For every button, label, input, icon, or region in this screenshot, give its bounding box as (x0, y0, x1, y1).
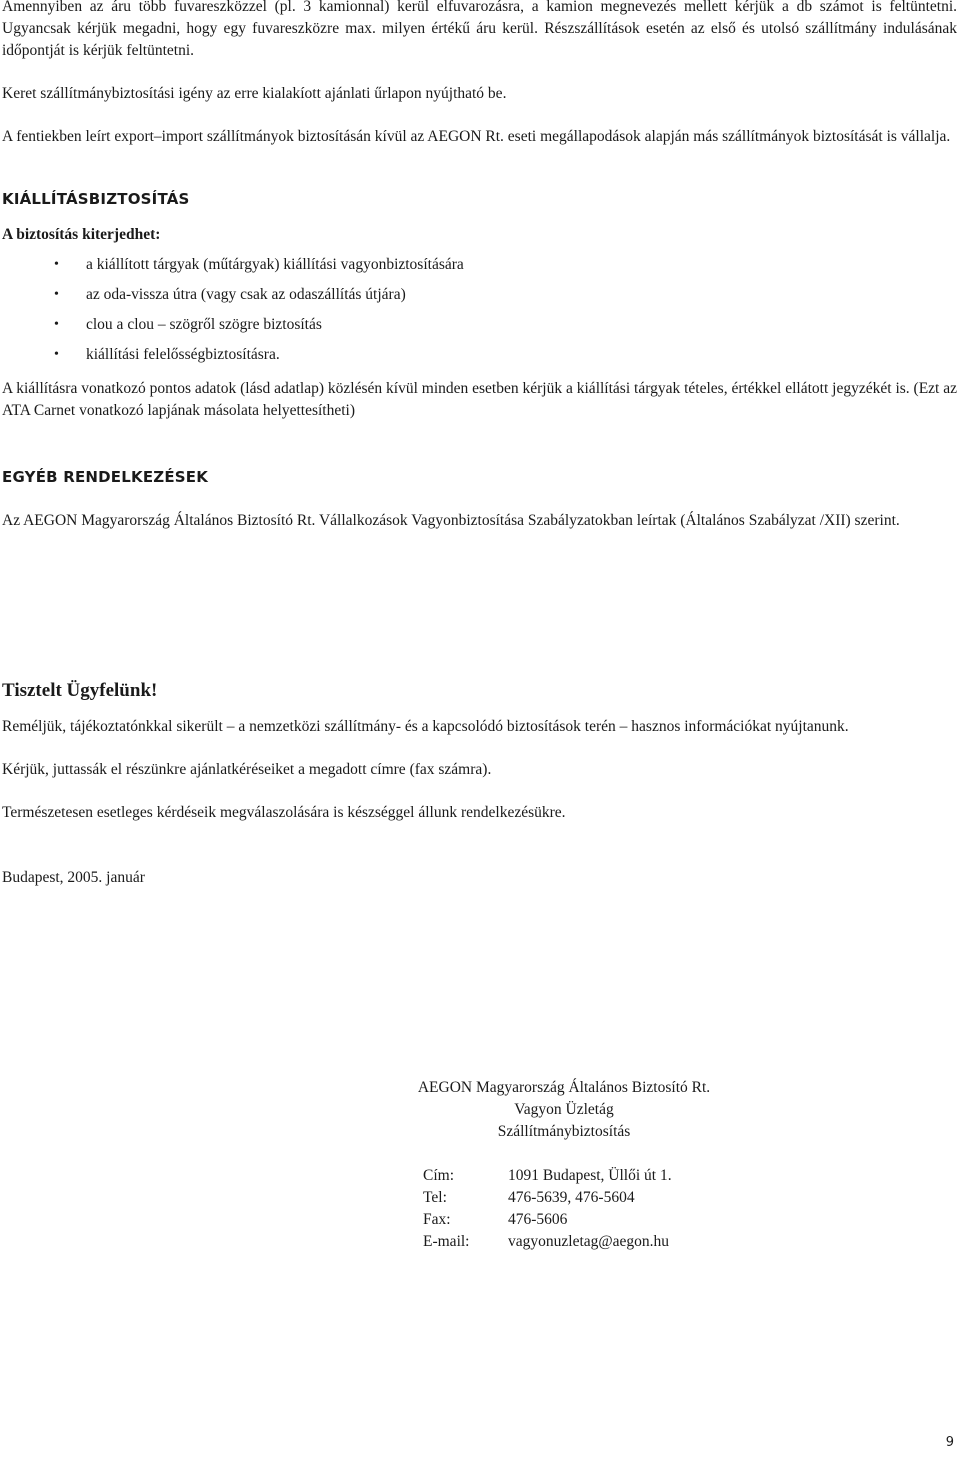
exhibition-note: A kiállításra vonatkozó pontos adatok (lásd adatlap) közlésén kívül minden esetben kérjük a kiállítási tárgyak tételes, értékkel ellátott jegyzékét is. (Ezt az ATA Carnet vonatkozó lapjának másolata helyettesítheti) (2, 380, 957, 419)
email-label: E-mail: (423, 1233, 470, 1250)
other-provisions-heading: EGYÉB RENDELKEZÉSEK (2, 468, 209, 486)
contact-row-phone (423, 1187, 672, 1209)
address-label: Cím: (423, 1167, 455, 1184)
list-item (2, 284, 957, 314)
contact-row-address (423, 1165, 672, 1187)
intro-paragraph-1: Amennyiben az áru több fuvareszközzel (pl. 3 kamionnal) kerül elfuvarozásra, a kamion megnevezés mellett kérjük a db számot is feltüntetni. Ugyancsak kérjük megadni, hogy egy fuvareszközre max. milyen értékű áru kerül. Részszállítások esetén az első és utolsó szállítmány indulásának időpontját is kérjük feltüntetni. (2, 0, 957, 59)
contact-row-email (423, 1231, 672, 1253)
phone-label: Tel: (423, 1189, 447, 1206)
bullet-icon: • (54, 287, 59, 302)
fax-value: 476-5606 (508, 1211, 568, 1228)
exhibition-coverage-list (2, 254, 957, 374)
email-value: vagyonuzletag@aegon.hu (508, 1233, 670, 1250)
closing-paragraph-2: Kérjük, juttassák el részünkre ajánlatkéréseiket a megadott címre (fax számra). (2, 761, 492, 778)
other-provisions-text: Az AEGON Magyarország Általános Biztosító Rt. Vállalkozások Vagyonbiztosítása Szabályzatokban leírtak (Általános Szabályzat /XII) szerint. (2, 512, 900, 529)
exhibition-heading: KIÁLLÍTÁSBIZTOSÍTÁS (2, 190, 190, 208)
document-page (2, 0, 957, 889)
intro-paragraph-2: Keret szállítmánybiztosítási igény az erre kialakíott ajánlati űrlapon nyújtható be. (2, 85, 507, 102)
contact-block (423, 1165, 672, 1253)
company-name: AEGON Magyarország Általános Biztosító Rt. (417, 1079, 711, 1096)
list-item-text: a kiállított tárgyak (műtárgyak) kiállítási vagyonbiztosítására (86, 256, 464, 273)
page-number: 9 (945, 1435, 954, 1450)
intro-paragraph-3: A fentiekben leírt export–import szállítmányok biztosításán kívül az AEGON Rt. eseti megállapodások alapján más szállítmányok biztosítását is vállalja. (2, 128, 951, 145)
signature-block (383, 1077, 783, 1143)
list-item-text: az oda-vissza útra (vagy csak az odaszállítás útjára) (86, 286, 406, 303)
phone-value: 476-5639, 476-5604 (508, 1189, 635, 1206)
bullet-icon: • (54, 347, 59, 362)
address-value: 1091 Budapest, Üllői út 1. (508, 1167, 672, 1184)
date-line: Budapest, 2005. január (2, 869, 145, 886)
list-item-text: kiállítási felelősségbiztosításra. (86, 346, 280, 363)
business-unit: Vagyon Üzletág (514, 1101, 614, 1118)
contact-row-fax (423, 1209, 672, 1231)
list-item (2, 344, 957, 374)
greeting-heading: Tisztelt Ügyfelünk! (2, 680, 158, 701)
exhibition-subheading: A biztosítás kiterjedhet: (2, 226, 161, 243)
closing-paragraph-1: Reméljük, tájékoztatónkkal sikerült – a nemzetközi szállítmány- és a kapcsolódó biztosítások terén – hasznos információkat nyújtanunk. (2, 718, 849, 735)
list-item (2, 254, 957, 284)
list-item-text: clou a clou – szögről szögre biztosítás (86, 316, 322, 333)
bullet-icon: • (54, 317, 59, 332)
department-name: Szállítmánybiztosítás (497, 1123, 631, 1140)
bullet-icon: • (54, 257, 59, 272)
fax-label: Fax: (423, 1211, 451, 1228)
closing-paragraph-3: Természetesen esetleges kérdéseik megválaszolására is készséggel állunk rendelkezésükre. (2, 804, 566, 821)
list-item (2, 314, 957, 344)
